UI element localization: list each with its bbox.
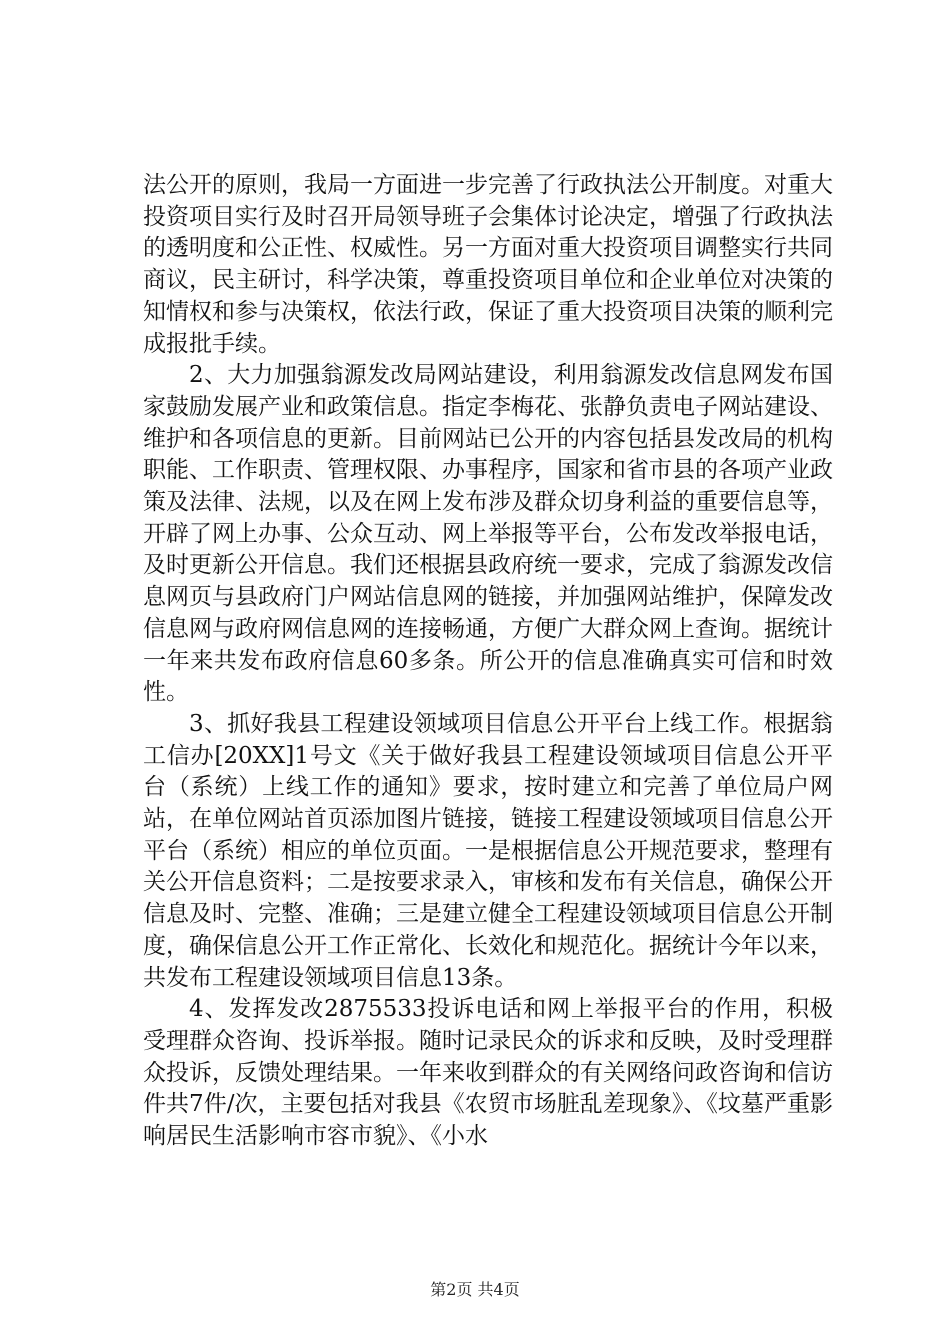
paragraph-3: 3、抓好我县工程建设领域项目信息公开平台上线工作。根据翁工信办[20XX]1号文《关于做好我县工程建设领域项目信息公开平台（系统）上线工作的通知》要求，按时建立和完善了单位局户网站，在单位网站首页添加图片链接，链接工程建设领域项目信息公开平台（系统）相应的单位页面。一是根据信息公开规范要求，整理有关公开信息资料；二是按要求录入，审核和发布有关信息，确保公开信息及时、完整、准确；三是建立健全工程建设领域项目信息公开制度，确保信息公开工作正常化、长效化和规范化。据统计今年以来，共发布工程建设领域项目信息13条。: [143, 710, 833, 991]
paragraph-1: 法公开的原则，我局一方面进一步完善了行政执法公开制度。对重大投资项目实行及时召开局领导班子会集体讨论决定，增强了行政执法的透明度和公正性、权威性。另一方面对重大投资项目调整实行共同商议，民主研讨，科学决策，尊重投资项目单位和企业单位对决策的知情权和参与决策权，依法行政，保证了重大投资项目决策的顺利完成报批手续。: [143, 172, 833, 357]
paragraph-4: 4、发挥发改2875533投诉电话和网上举报平台的作用，积极受理群众咨询、投诉举报。随时记录民众的诉求和反映，及时受理群众投诉，反馈处理结果。一年来收到群众的有关网络问政咨询和信访件共7件/次，主要包括对我县《农贸市场脏乱差现象》、《坟墓严重影响居民生活影响市容市貌》、《小水: [143, 996, 833, 1150]
document-body: [143, 170, 833, 1153]
paragraph-2: 2、大力加强翁源发改局网站建设，利用翁源发改信息网发布国家鼓励发展产业和政策信息。指定李梅花、张静负责电子网站建设、维护和各项信息的更新。目前网站已公开的内容包括县发改局的机构职能、工作职责、管理权限、办事程序，国家和省市县的各项产业政策及法律、法规，以及在网上发布涉及群众切身利益的重要信息等，开辟了网上办事、公众互动、网上举报等平台，公布发改举报电话，及时更新公开信息。我们还根据县政府统一要求，完成了翁源发改信息网页与县政府门户网站信息网的链接，并加强网站维护，保障发改信息网与政府网信息网的连接畅通，方便广大群众网上查询。据统计一年来共发布政府信息60多条。所公开的信息准确真实可信和时效性。: [143, 362, 833, 706]
page-number-footer: 第2页 共4页: [430, 1280, 520, 1299]
